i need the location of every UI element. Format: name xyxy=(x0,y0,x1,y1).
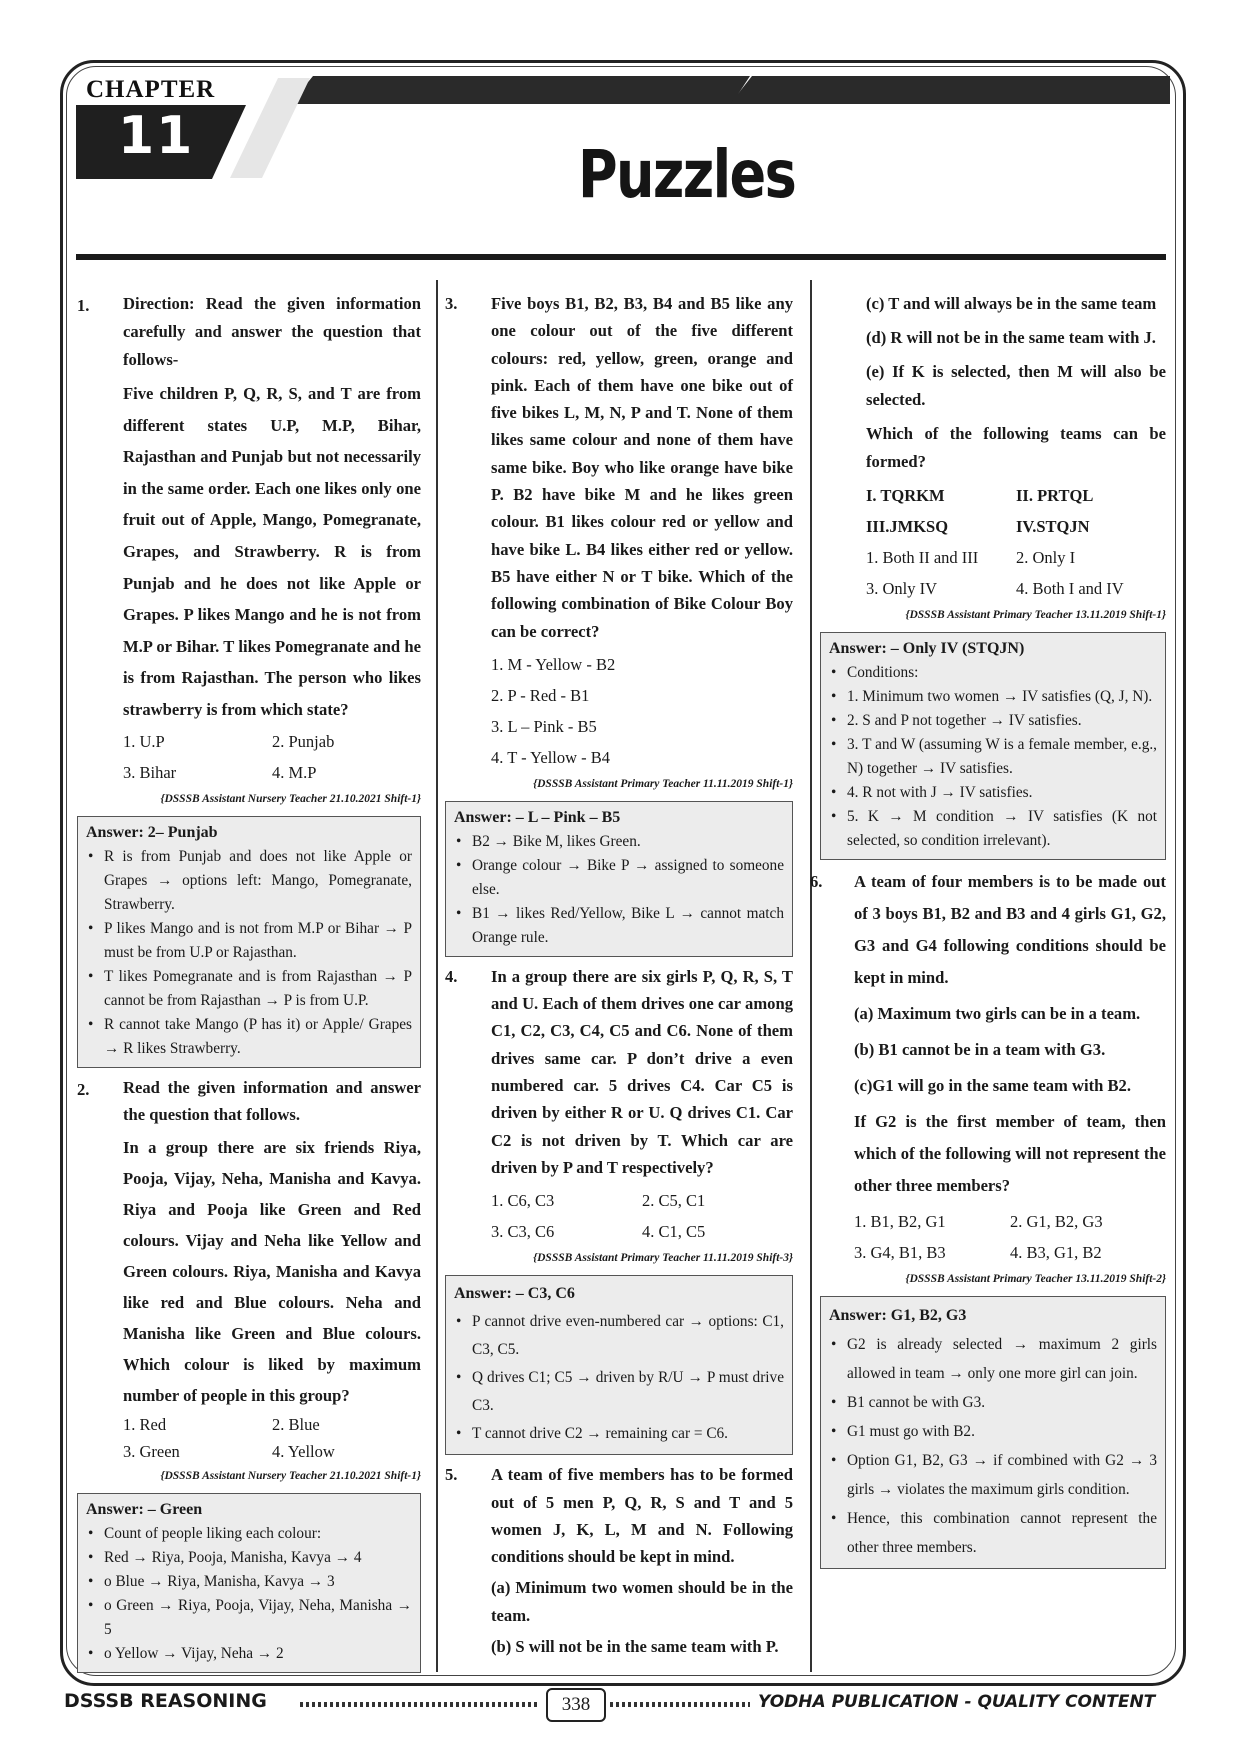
question-3 xyxy=(445,290,793,645)
question-6 xyxy=(810,866,1166,1202)
answer-point: • T cannot drive C2 → remaining car = C6. xyxy=(472,1420,784,1448)
footer-book-title: DSSSB REASONING xyxy=(64,1690,267,1712)
column-divider xyxy=(436,280,438,1672)
answer-point: • Orange colour → Bike P → assigned to someone else. xyxy=(472,854,784,902)
answer-point: • 4. R not with J → IV satisfies. xyxy=(847,781,1157,805)
answer-point: • 1. Minimum two women → IV satisfies (Q, J, N). xyxy=(847,685,1157,709)
question-text: A team of four members is to be made out of 3 boys B1, B2 and B3 and 4 girls G1, G2, G3 and G4 following conditions should be kept in mind. xyxy=(854,872,1166,987)
options xyxy=(854,1206,1166,1268)
question-text: In a group there are six girls P, Q, R, S, T and U. Each of them drives one car among C1, C2, C3, C4, C5 and C6. None of them drives same car. P don’t drive a even numbered car. 5 drives C4. Car C5 is driven by either R or U. Q drives C1. Car C2 is not driven by T. Which car are driven by P and T respectively? xyxy=(491,966,793,1177)
option[interactable]: 2. Punjab xyxy=(272,731,335,751)
option[interactable]: 2. C5, C1 xyxy=(642,1191,706,1211)
page-title: Puzzles xyxy=(578,136,796,213)
answer-point: • Count of people liking each colour: xyxy=(104,1522,412,1546)
team-option: I. TQRKM xyxy=(866,486,945,505)
option[interactable]: 3. Green xyxy=(123,1441,180,1461)
answer-point: • 2. S and P not together → IV satisfies. xyxy=(847,709,1157,733)
question-source: {DSSSB Assistant Nursery Teacher 21.10.2021 Shift-1} xyxy=(160,792,421,805)
team-list xyxy=(866,480,1166,542)
team-option: IV.STQJN xyxy=(1016,517,1090,536)
answer-point: • 3. T and W (assuming W is a female member, e.g., N) together → IV satisfies. xyxy=(847,733,1157,781)
answer-point: • B1 → likes Red/Yellow, Bike L → cannot match Orange rule. xyxy=(472,902,784,950)
question-number: 6. xyxy=(810,872,823,891)
question-number: 1. xyxy=(77,296,90,315)
question-text: Five boys B1, B2, B3, B4 and B5 like any one colour out of the five different colours: red, yellow, green, orange and pink. Each of them have one bike out of five bikes L, M, N, P and T. None of them likes same colour and none of them have same bike. Boy who like orange have bike P. B2 have bike M and he likes green colour. B1 likes colour red or yellow and have bike L. B4 likes either red or yellow. B5 have either N or T bike. Which of the following combination of Bike Colour Boy can be correct? xyxy=(491,294,793,641)
question-5-continued xyxy=(820,290,1166,476)
answer-point: • B2 → Bike M, likes Green. xyxy=(472,830,784,854)
option[interactable]: 1. Red xyxy=(123,1414,167,1434)
condition: (b) S will not be in the same team with P. xyxy=(491,1637,779,1657)
option[interactable]: 3. Only IV xyxy=(866,579,938,598)
header-rule xyxy=(76,254,1166,260)
answer-point: • Option G1, B2, G3 → if combined with G2 → 3 girls → violates the maximum girls condition. xyxy=(847,1446,1157,1504)
condition: (e) If K is selected, then M will also be selected. xyxy=(866,362,1166,409)
answer-point: • G1 must go with B2. xyxy=(847,1417,1157,1446)
option[interactable]: 1. C6, C3 xyxy=(491,1191,555,1211)
team-option: II. PRTQL xyxy=(1016,486,1094,505)
answer-point: • P likes Mango and is not from M.P or Bihar → P must be from U.P or Rajasthan. xyxy=(104,917,412,965)
answer-point: • 5. K → M condition → IV satisfies (K not selected, so condition irrelevant). xyxy=(847,805,1157,853)
footer-ornament xyxy=(610,1702,750,1707)
answer-point: • o Blue → Riya, Manisha, Kavya → 3 xyxy=(104,1570,412,1594)
options xyxy=(491,649,793,773)
option[interactable]: 3. Bihar xyxy=(123,762,177,782)
question-ask: If G2 is the first member of team, then which of the following will not represent the other three members? xyxy=(854,1112,1166,1195)
question-5 xyxy=(445,1461,793,1660)
column-2 xyxy=(445,290,793,1660)
question-text: In a group there are six friends Riya, Pooja, Vijay, Neha, Manisha and Kavya. Riya and Pooja like Green and Red colours. Vijay and Neha like Yellow and Green colours. Riya, Manisha and Kavya like red and Blue colours. Neha and Manisha like Green and Blue colours. Which colour is liked by maximum number of people in this group? xyxy=(123,1137,421,1405)
answer-box xyxy=(820,1296,1166,1569)
condition: (a) Maximum two girls can be in a team. xyxy=(854,1004,1141,1023)
option[interactable]: 3. L – Pink - B5 xyxy=(491,716,597,736)
option[interactable]: 3. C3, C6 xyxy=(491,1222,555,1242)
question-source: {DSSSB Assistant Primary Teacher 13.11.2019 Shift-1} xyxy=(905,609,1166,621)
question-text: Five children P, Q, R, S, and T are from different states U.P, M.P, Bihar, Rajasthan and Punjab but not necessarily in the same order. Each one likes only one fruit out of Apple, Mango, Pomegranate, Grapes, and Strawberry. R is from Punjab and he does not like Apple or Grapes. P likes Mango and he is not from M.P or Bihar. T likes Pomegranate and he is from Rajasthan. The person who likes strawberry is from which state? xyxy=(123,384,421,719)
question-number: 3. xyxy=(445,294,458,313)
answer-heading: Answer: – L – Pink – B5 xyxy=(454,808,621,826)
question-text: A team of five members has to be formed out of 5 men P, Q, R, S and T and 5 women J, K, L, M and N. Following conditions should be kept in mind. xyxy=(491,1465,793,1567)
condition: (c) T and will always be in the same team xyxy=(866,294,1157,313)
question-2 xyxy=(77,1074,421,1411)
answer-point: • R is from Punjab and does not like Apple or Grapes → options left: Mango, Pomegranate, Strawberry. xyxy=(104,845,412,917)
question-4 xyxy=(445,963,793,1181)
answer-box xyxy=(445,1275,793,1455)
condition: (a) Minimum two women should be in the team. xyxy=(491,1578,793,1625)
option[interactable]: 4. B3, G1, B2 xyxy=(1010,1243,1102,1262)
team-option: III.JMKSQ xyxy=(866,517,949,536)
condition: (b) B1 cannot be in a team with G3. xyxy=(854,1040,1106,1059)
option[interactable]: 3. G4, B1, B3 xyxy=(854,1243,946,1262)
page-number: 338 xyxy=(546,1688,606,1722)
question-source: {DSSSB Assistant Primary Teacher 11.11.2019 Shift-3} xyxy=(533,1252,793,1265)
option[interactable]: 4. T - Yellow - B4 xyxy=(491,747,611,767)
question-direction: Direction: Read the given information carefully and answer the question that follows- xyxy=(123,294,421,369)
answer-point: • B1 cannot be with G3. xyxy=(847,1388,1157,1417)
question-source: {DSSSB Assistant Primary Teacher 11.11.2019 Shift-1} xyxy=(533,777,793,790)
answer-heading: Answer: – Only IV (STQJN) xyxy=(829,640,1025,657)
header-stripe xyxy=(730,76,1170,104)
answer-point: • T likes Pomegranate and is from Rajasthan → P cannot be from Rajasthan → P is from U.P. xyxy=(104,965,412,1013)
option[interactable]: 4. M.P xyxy=(272,762,317,782)
column-1 xyxy=(77,290,421,1679)
answer-heading: Answer: – C3, C6 xyxy=(454,1285,575,1303)
chapter-label: CHAPTER xyxy=(86,76,216,103)
answer-point: • Conditions: xyxy=(847,661,1157,685)
answer-heading: Answer: 2– Punjab xyxy=(86,823,218,841)
option[interactable]: 1. U.P xyxy=(123,731,165,751)
question-source: {DSSSB Assistant Nursery Teacher 21.10.2021 Shift-1} xyxy=(160,1469,421,1482)
condition: (c)G1 will go in the same team with B2. xyxy=(854,1076,1131,1095)
chapter-number: 11 xyxy=(118,106,195,166)
answer-box xyxy=(820,632,1166,860)
question-number: 2. xyxy=(77,1079,90,1099)
option[interactable]: 1. B1, B2, G1 xyxy=(854,1212,946,1231)
option[interactable]: 2. Blue xyxy=(272,1414,320,1434)
option[interactable]: 4. Yellow xyxy=(272,1441,335,1461)
answer-heading: Answer: G1, B2, G3 xyxy=(829,1307,967,1324)
header-stripe xyxy=(290,76,750,104)
answer-heading: Answer: – Green xyxy=(86,1500,203,1518)
answer-box xyxy=(445,801,793,957)
options xyxy=(491,1185,793,1247)
question-number: 4. xyxy=(445,966,458,986)
answer-point: • o Yellow → Vijay, Neha → 2 xyxy=(104,1642,412,1666)
question-1 xyxy=(77,290,421,726)
question-direction: Read the given information and answer the question that follows. xyxy=(123,1077,421,1124)
answer-point: • G2 is already selected → maximum 2 girls allowed in team → only one more girl can join. xyxy=(847,1330,1157,1388)
answer-box xyxy=(77,816,421,1068)
answer-point: • Red → Riya, Pooja, Manisha, Kavya → 4 xyxy=(104,1546,412,1570)
answer-point: • R cannot take Mango (P has it) or Apple/ Grapes → R likes Strawberry. xyxy=(104,1013,412,1061)
option[interactable]: 2. P - Red - B1 xyxy=(491,685,590,705)
option[interactable]: 2. G1, B2, G3 xyxy=(1010,1212,1103,1231)
answer-point: • P cannot drive even-numbered car → options: C1, C3, C5. xyxy=(472,1308,784,1364)
option[interactable]: 1. Both II and III xyxy=(866,548,979,567)
answer-point: • o Green → Riya, Pooja, Vijay, Neha, Manisha → 5 xyxy=(104,1594,412,1642)
option[interactable]: 4. C1, C5 xyxy=(642,1222,706,1242)
question-source: {DSSSB Assistant Primary Teacher 13.11.2019 Shift-2} xyxy=(905,1273,1166,1285)
options xyxy=(123,726,421,788)
condition: (d) R will not be in the same team with J. xyxy=(866,328,1156,347)
question-ask: Which of the following teams can be formed? xyxy=(866,424,1166,471)
answer-box xyxy=(77,1493,421,1673)
question-number: 5. xyxy=(445,1465,458,1485)
answer-point: • Q drives C1; C5 → driven by R/U → P must drive C3. xyxy=(472,1364,784,1420)
answer-point: • Hence, this combination cannot represent the other three members. xyxy=(847,1504,1157,1562)
option[interactable]: 4. Both I and IV xyxy=(1016,579,1124,598)
footer-publisher: YODHA PUBLICATION - QUALITY CONTENT xyxy=(758,1692,1156,1712)
footer-ornament xyxy=(300,1702,538,1707)
options xyxy=(866,542,1166,604)
option[interactable]: 1. M - Yellow - B2 xyxy=(491,654,616,674)
option[interactable]: 2. Only I xyxy=(1016,548,1076,567)
options xyxy=(123,1411,421,1465)
column-3 xyxy=(810,290,1166,1575)
